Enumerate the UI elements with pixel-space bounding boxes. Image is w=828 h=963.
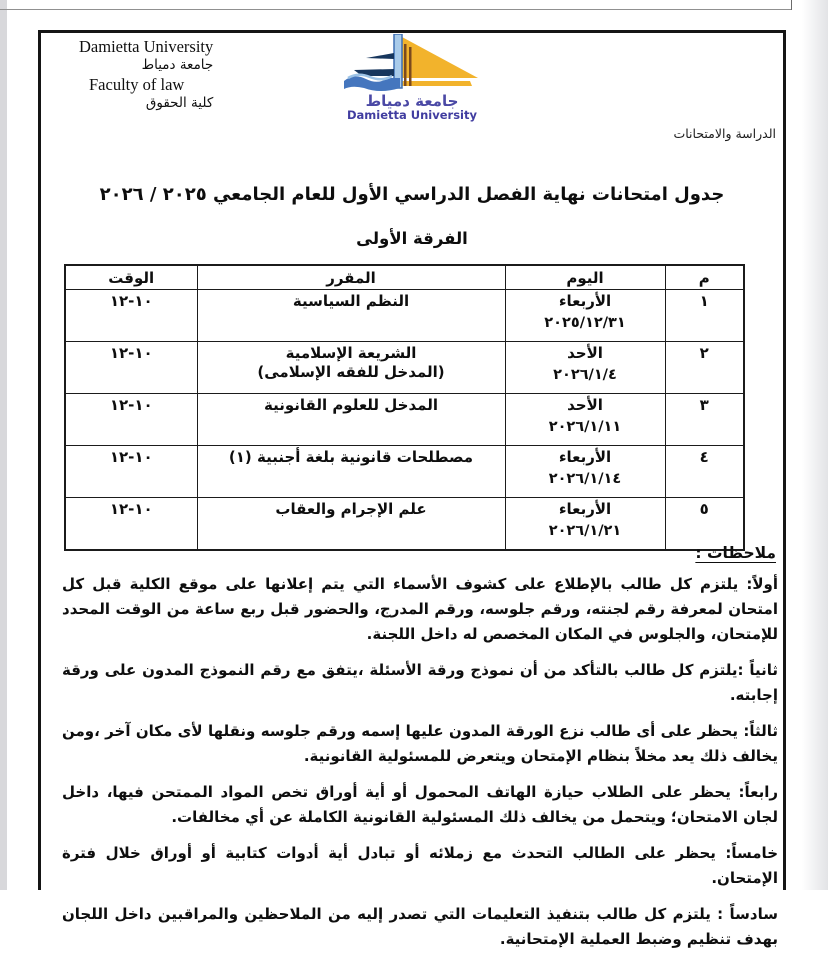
- row-time: ١٠-١٢: [65, 498, 197, 551]
- university-logo: [336, 34, 488, 122]
- row-num: ٤: [665, 446, 744, 498]
- faculty-name-en: Faculty of law: [89, 75, 185, 94]
- col-header-day: اليوم: [505, 265, 665, 290]
- row-num: ٢: [665, 342, 744, 394]
- department-label: الدراسة والامتحانات: [673, 126, 776, 141]
- row-num: ٣: [665, 394, 744, 446]
- schedule-table-wrap: [64, 264, 745, 551]
- col-header-num: م: [665, 265, 744, 290]
- note-item-1: أولاً: يلتزم كل طالب بالإطلاع على كشوف الأسماء التي يتم إعلانها على موقع الكلية قبل كل امتحان لمعرفة رقم لجنته، ورقم جلوسه، ورقم المدرج، والحضور قبل ربع ساعة من الوقت المحدد للإمتحان، والجلوس في المكان المخصص له داخل اللجنة.: [62, 575, 778, 643]
- note-item-6: سادساً : يلتزم كل طالب بتنفيذ التعليمات التي تصدر إليه من الملاحظين والمراقبين داخل اللجان بهدف تنظيم وضبط العملية الإمتحانية.: [62, 905, 778, 948]
- note-item-2: ثانياً :يلتزم كل طالب بالتأكد من أن نموذج ورقة الأسئلة ،يتفق مع رقم النموذج المدون على ورقة إجابته.: [62, 661, 778, 704]
- row-num: ٥: [665, 498, 744, 551]
- exam-date: ٢٠٢٦/١/١٤: [548, 471, 622, 487]
- exam-date: ٢٠٢٦/١/٤: [553, 367, 617, 383]
- row-num: ١: [665, 290, 744, 342]
- notes-heading: ملاحظات :: [695, 544, 776, 562]
- note-item-3: ثالثاً: يحظر على أى طالب نزع الورقة المدون عليها إسمه ورقم جلوسه ونقلها لأى مكان آخر ،ومن يخالف ذلك يعد مخلاً بنظام الإمتحان ويتعرض للمسئولية القانونية.: [62, 722, 778, 765]
- course-name-line2: (المدخل للفقه الإسلامى): [257, 363, 445, 381]
- logo-stripe-1: [404, 44, 407, 86]
- page-scan-shadow-left: [0, 0, 7, 890]
- row-day-date: [505, 446, 665, 498]
- row-course: [197, 342, 505, 394]
- letterhead: [71, 37, 213, 113]
- course-name: مصطلحات قانونية بلغة أجنبية (١): [228, 448, 474, 466]
- course-name: المدخل للعلوم القانونية: [264, 396, 438, 414]
- row-course: [197, 446, 505, 498]
- document-border-frame: [38, 30, 786, 948]
- table-row: [65, 446, 744, 498]
- logo-pennant-shape: [366, 53, 394, 59]
- row-course: [197, 394, 505, 446]
- row-time: ١٠-١٢: [65, 394, 197, 446]
- day-name: الأحد: [567, 344, 603, 362]
- exam-date: ٢٠٢٥/١٢/٣١: [544, 315, 626, 331]
- exam-date: ٢٠٢٦/١/٢١: [548, 523, 622, 539]
- col-header-course: المقرر: [197, 265, 505, 290]
- row-day-date: [505, 394, 665, 446]
- day-name: الأحد: [567, 396, 603, 414]
- logo-wordmark-ar: جامعة دمياط: [365, 92, 459, 110]
- table-row: [65, 498, 744, 551]
- table-row: [65, 394, 744, 446]
- page-scan-shadow-right: [802, 0, 828, 890]
- logo-stripe-2: [409, 47, 412, 86]
- logo-sail-shape: [402, 37, 478, 78]
- scan-edge-tick: [791, 0, 792, 10]
- row-time: ١٠-١٢: [65, 290, 197, 342]
- exam-schedule-table: [64, 264, 745, 551]
- logo-wordmark-en: Damietta University: [346, 108, 477, 122]
- day-name: الأربعاء: [558, 500, 612, 518]
- table-row: [65, 342, 744, 394]
- note-item-5: خامساً: يحظر على الطالب التحدث مع زملائه أو تبادل أية أدوات كتابية أو أوراق خلال فترة الإمتحان.: [62, 844, 778, 887]
- col-header-time: الوقت: [65, 265, 197, 290]
- note-item-4: رابعاً: يحظر على الطلاب حيازة الهاتف المحمول أو أية أوراق تخص المواد الممتحن فيها، داخل لجان الامتحان؛ ويتحمل من يخالف ذلك المسئولية القانونية الكاملة عن أي مخالفات.: [62, 783, 778, 826]
- university-name-ar: جامعة دمياط: [141, 57, 214, 73]
- course-name: النظم السياسية: [292, 292, 410, 310]
- scan-edge-line: [0, 9, 792, 10]
- row-day-date: [505, 290, 665, 342]
- notes-section: [62, 544, 778, 963]
- faculty-name-ar: كلية الحقوق: [145, 95, 214, 111]
- university-name-en: Damietta University: [79, 37, 214, 56]
- table-header-row: [65, 265, 744, 290]
- exam-date: ٢٠٢٦/١/١١: [548, 419, 622, 435]
- row-time: ١٠-١٢: [65, 342, 197, 394]
- schedule-title: جدول امتحانات نهاية الفصل الدراسي الأول للعام الجامعي ٢٠٢٥ / ٢٠٢٦: [99, 184, 725, 205]
- row-day-date: [505, 498, 665, 551]
- table-row: [65, 290, 744, 342]
- row-time: ١٠-١٢: [65, 446, 197, 498]
- row-course: [197, 290, 505, 342]
- course-name: علم الإجرام والعقاب: [275, 500, 427, 518]
- day-name: الأربعاء: [558, 292, 612, 310]
- day-name: الأربعاء: [558, 448, 612, 466]
- course-name: الشريعة الإسلامية: [285, 344, 417, 362]
- schedule-subtitle: الفرقة الأولى: [356, 229, 468, 248]
- row-course: [197, 498, 505, 551]
- row-day-date: [505, 342, 665, 394]
- logo-sail-lower-shape: [402, 81, 472, 86]
- university-logo-icon: [336, 34, 488, 92]
